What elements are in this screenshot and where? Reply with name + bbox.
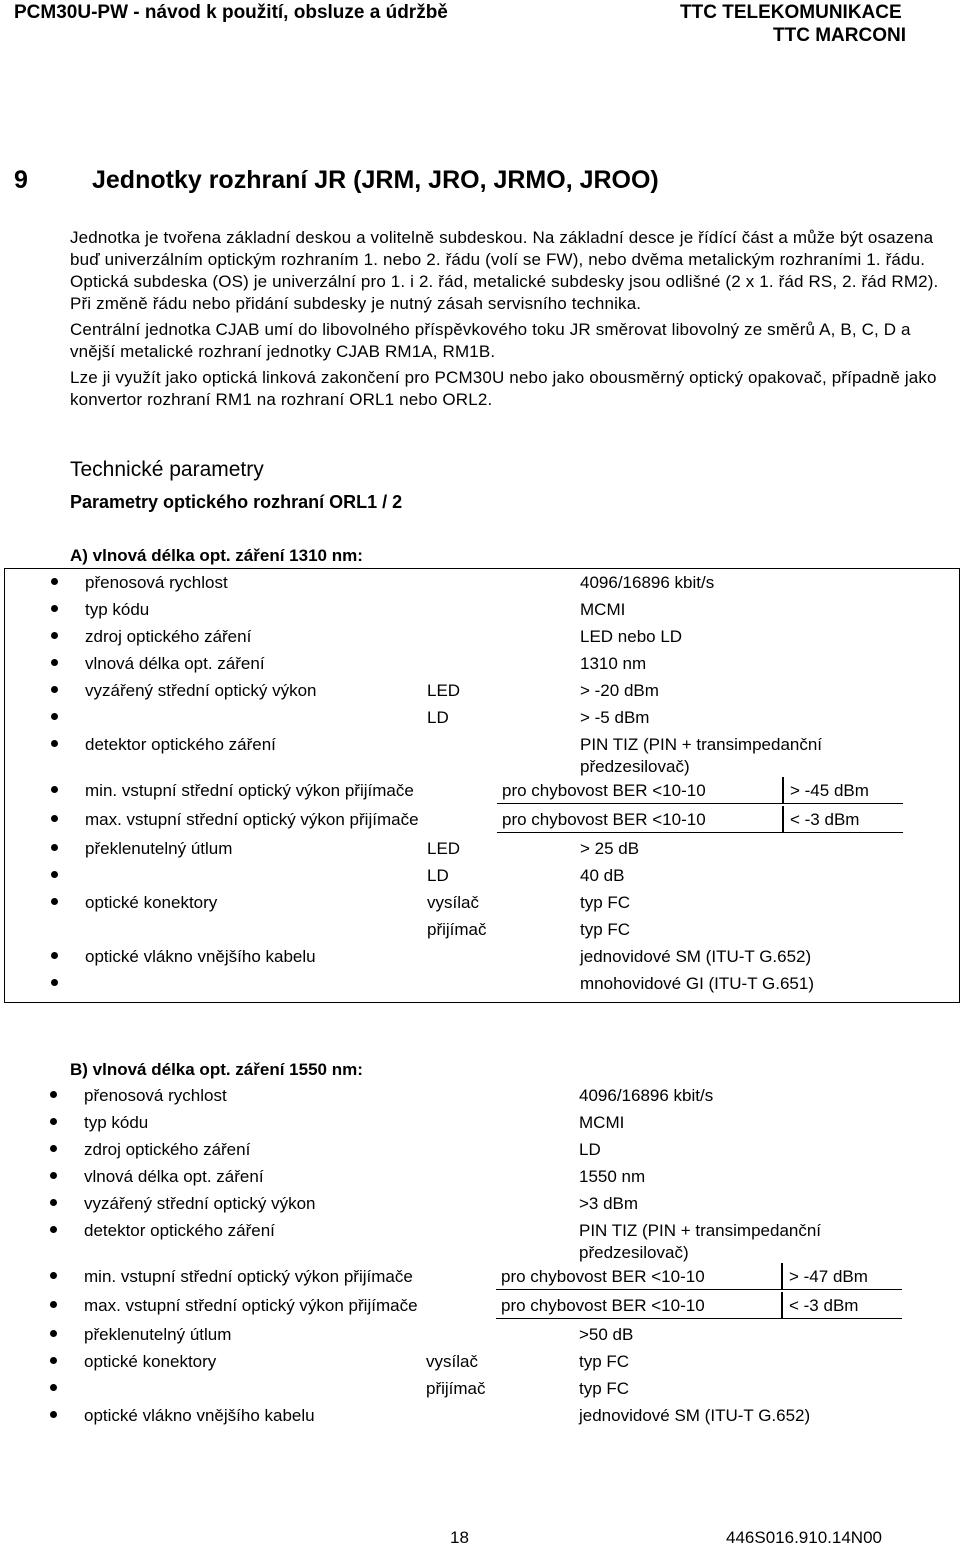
table-row xyxy=(5,862,959,889)
bullet-icon xyxy=(50,1199,57,1206)
table-row xyxy=(5,806,959,835)
parameter-value: pro chybovost BER <10-10 xyxy=(501,1267,705,1286)
parameter-value: jednovidové SM (ITU-T G.652) xyxy=(580,947,812,966)
parameter-name: typ kódu xyxy=(84,1113,149,1132)
parameter-name: optické vlákno vnějšího kabelu xyxy=(85,947,316,966)
bullet-icon xyxy=(51,898,58,905)
bullet-icon xyxy=(51,605,58,612)
bullet-icon xyxy=(51,578,58,585)
parameter-variant: LED xyxy=(427,681,461,700)
bullet-icon xyxy=(51,632,58,639)
parameter-value: 1550 nm xyxy=(579,1167,646,1186)
parameter-value: pro chybovost BER <10-10 xyxy=(502,781,706,800)
bullet-icon xyxy=(50,1091,57,1098)
parameter-value: >50 dB xyxy=(579,1325,634,1344)
parameter-name: optické vlákno vnějšího kabelu xyxy=(84,1406,315,1425)
table-row xyxy=(4,1375,960,1402)
table-row xyxy=(4,1402,960,1429)
bullet-icon xyxy=(51,844,58,851)
table-row xyxy=(4,1217,960,1263)
chapter-title: Jednotky rozhraní JR (JRM, JRO, JRMO, JROO) xyxy=(92,166,659,194)
parameter-value: >3 dBm xyxy=(579,1194,639,1213)
parameter-name: vyzářený střední optický výkon xyxy=(84,1194,316,1213)
section-heading: Technické parametry xyxy=(70,458,264,481)
parameter-value: > -5 dBm xyxy=(580,708,650,727)
parameter-limit: < -3 dBm xyxy=(789,1296,859,1315)
table-row xyxy=(5,677,959,704)
parameter-name: min. vstupní střední optický výkon přijímače xyxy=(85,781,414,800)
bullet-icon xyxy=(51,659,58,666)
parameter-value: PIN TIZ (PIN + transimpedanční xyxy=(580,735,823,754)
paragraph-1: Jednotka je tvořena základní deskou a volitelně subdeskou. Na základní desce je řídící část a může být osazena buď univerzálním optickým rozhraním 1. nebo 2. řádu (volí se FW), nebo dvěma metalickým rozhraními 1. řádu. Optická subdeska (OS) je univerzální pro 1. i 2. řád, metalické subdesky jsou odlišné (2 x 1. řád RS, 2. řád RM2). Při změně řádu nebo přidání subdesky je nutný zásah servisního technika. xyxy=(70,228,939,313)
table-row xyxy=(4,1321,960,1348)
bullet-icon xyxy=(51,786,58,793)
parameter-limit: > -45 dBm xyxy=(790,781,869,800)
table-row xyxy=(5,835,959,862)
bullet-icon xyxy=(50,1357,57,1364)
parameter-value: typ FC xyxy=(580,893,631,912)
bullet-icon xyxy=(51,713,58,720)
parameter-value: LED nebo LD xyxy=(580,627,683,646)
parameter-name: vlnová délka opt. záření xyxy=(85,654,265,673)
header-company-1: TTC TELEKOMUNIKACE xyxy=(680,2,902,23)
parameter-value: 4096/16896 kbit/s xyxy=(579,1086,714,1105)
parameter-value: mnohovidové GI (ITU-T G.651) xyxy=(580,974,814,993)
parameter-name: překlenutelný útlum xyxy=(84,1325,232,1344)
table-row xyxy=(5,731,959,777)
parameter-value: > -20 dBm xyxy=(580,681,659,700)
table-row xyxy=(5,596,959,623)
chapter-number: 9 xyxy=(14,166,28,194)
parameter-name: detektor optického záření xyxy=(84,1221,275,1240)
subsection-heading: Parametry optického rozhraní ORL1 / 2 xyxy=(70,492,403,512)
parameter-name: optické konektory xyxy=(85,893,218,912)
parameter-variant: vysílač xyxy=(426,1352,478,1371)
parameter-variant: LED xyxy=(427,839,461,858)
parameter-value: typ FC xyxy=(579,1379,630,1398)
parameter-name: přenosová rychlost xyxy=(84,1086,227,1105)
table-row xyxy=(5,970,959,1000)
parameter-value-cont: předzesilovač) xyxy=(579,1243,689,1262)
bullet-icon xyxy=(50,1118,57,1125)
paragraph-3: Lze ji využít jako optická linková zakončení pro PCM30U nebo jako obousměrný optický opakovač, případně jako konvertor rozhraní RM1 na rozhraní ORL1 nebo ORL2. xyxy=(70,368,937,409)
parameter-limit: < -3 dBm xyxy=(790,810,860,829)
table-row xyxy=(5,777,959,806)
parameter-name: vyzářený střední optický výkon xyxy=(85,681,317,700)
parameter-value-cont: předzesilovač) xyxy=(580,757,690,776)
parameter-value: 40 dB xyxy=(580,866,625,885)
bullet-icon xyxy=(51,952,58,959)
table-row xyxy=(4,1190,960,1217)
paragraph-2: Centrální jednotka CJAB umí do libovolného příspěvkového toku JR směrovat libovolný ze směrů A, B, C, D a vnější metalické rozhraní jednotky CJAB RM1A, RM1B. xyxy=(70,320,911,361)
table-row xyxy=(5,916,959,943)
bullet-icon xyxy=(51,871,58,878)
parameter-name: min. vstupní střední optický výkon přijímače xyxy=(84,1267,413,1286)
table-row xyxy=(4,1348,960,1375)
parameter-name: max. vstupní střední optický výkon přijímače xyxy=(85,810,419,829)
parameter-value: MCMI xyxy=(580,600,626,619)
parameter-name: typ kódu xyxy=(85,600,150,619)
parameter-value: MCMI xyxy=(579,1113,625,1132)
section-a-label: A) vlnová délka opt. záření 1310 nm: xyxy=(70,546,363,565)
parameters-table-1310 xyxy=(4,568,960,1003)
table-row xyxy=(5,889,959,916)
bullet-icon xyxy=(50,1330,57,1337)
parameter-name: zdroj optického záření xyxy=(84,1140,251,1159)
header-company-2: TTC MARCONI xyxy=(773,25,906,46)
table-row xyxy=(4,1163,960,1190)
parameter-value: 4096/16896 kbit/s xyxy=(580,573,715,592)
parameter-limit: > -47 dBm xyxy=(789,1267,868,1286)
bullet-icon xyxy=(51,740,58,747)
table-row xyxy=(4,1136,960,1163)
bullet-icon xyxy=(50,1145,57,1152)
parameter-value: LD xyxy=(579,1140,601,1159)
bullet-icon xyxy=(50,1226,57,1233)
parameter-variant: LD xyxy=(427,866,449,885)
parameter-value: pro chybovost BER <10-10 xyxy=(502,810,706,829)
bullet-icon xyxy=(50,1172,57,1179)
parameters-table-1550 xyxy=(4,1082,960,1435)
parameter-variant: LD xyxy=(427,708,449,727)
table-row xyxy=(5,623,959,650)
parameter-name: přenosová rychlost xyxy=(85,573,228,592)
parameter-value: > 25 dB xyxy=(580,839,640,858)
document-code: 446S016.910.14N00 xyxy=(726,1528,882,1547)
parameter-value: 1310 nm xyxy=(580,654,647,673)
table-row xyxy=(4,1263,960,1292)
parameter-name: max. vstupní střední optický výkon přijímače xyxy=(84,1296,418,1315)
bullet-icon xyxy=(50,1301,57,1308)
table-row xyxy=(5,650,959,677)
table-row xyxy=(5,569,959,596)
bullet-icon xyxy=(50,1384,57,1391)
section-b-label: B) vlnová délka opt. záření 1550 nm: xyxy=(70,1060,363,1079)
body-text xyxy=(70,227,950,415)
parameter-value: typ FC xyxy=(580,920,631,939)
table-row xyxy=(5,943,959,970)
parameter-name: optické konektory xyxy=(84,1352,217,1371)
bullet-icon xyxy=(50,1411,57,1418)
parameter-value: PIN TIZ (PIN + transimpedanční xyxy=(579,1221,822,1240)
parameter-variant: přijímač xyxy=(427,920,487,939)
header-title: PCM30U-PW - návod k použití, obsluze a údržbě xyxy=(14,2,448,23)
parameter-name: překlenutelný útlum xyxy=(85,839,233,858)
table-row xyxy=(5,704,959,731)
bullet-icon xyxy=(51,686,58,693)
parameter-variant: vysílač xyxy=(427,893,479,912)
parameter-variant: přijímač xyxy=(426,1379,486,1398)
table-row xyxy=(4,1082,960,1109)
bullet-icon xyxy=(51,815,58,822)
parameter-name: zdroj optického záření xyxy=(85,627,252,646)
parameter-value: typ FC xyxy=(579,1352,630,1371)
parameter-value: jednovidové SM (ITU-T G.652) xyxy=(579,1406,811,1425)
table-row xyxy=(4,1292,960,1321)
page-number: 18 xyxy=(450,1528,469,1547)
parameter-value: pro chybovost BER <10-10 xyxy=(501,1296,705,1315)
bullet-icon xyxy=(51,979,58,986)
parameter-name: vlnová délka opt. záření xyxy=(84,1167,264,1186)
table-row xyxy=(4,1109,960,1136)
bullet-icon xyxy=(50,1272,57,1279)
parameter-name: detektor optického záření xyxy=(85,735,276,754)
